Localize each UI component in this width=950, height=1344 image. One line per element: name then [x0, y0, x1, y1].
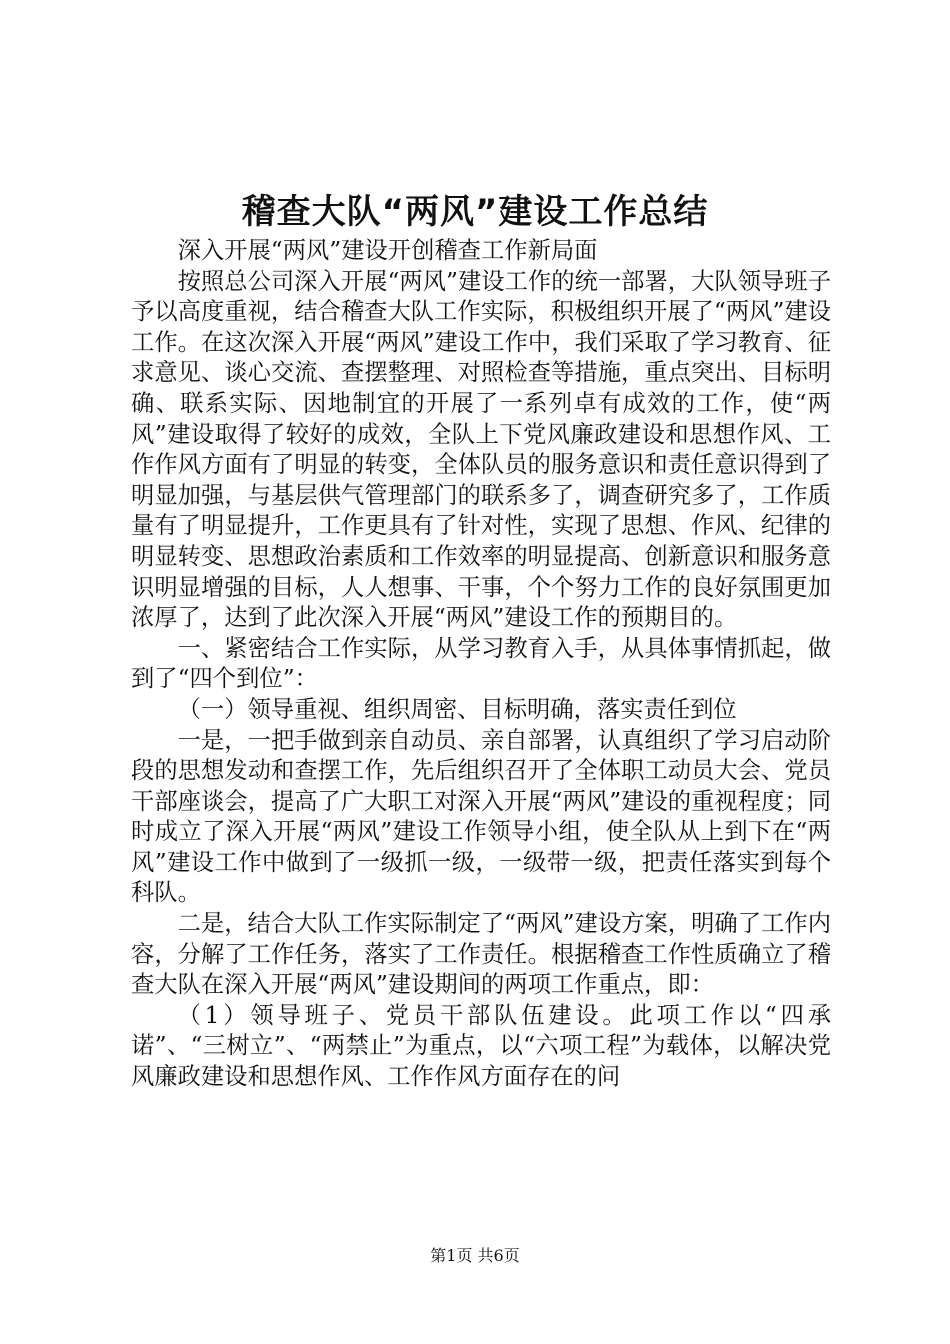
section-heading: 一、紧密结合工作实际，从学习教育入手，从具体事情抓起，做到了“四个到位”： — [131, 634, 831, 693]
body-paragraph: （1）领导班子、党员干部队伍建设。此项工作以“四承诺”、“三树立”、“两禁止”为重点，以“六项工程”为载体，以解决党风廉政建设和思想作风、工作作风方面存在的问 — [131, 1001, 831, 1091]
subtitle-paragraph: 深入开展“两风”建设开创稽查工作新局面 — [177, 237, 598, 264]
document-title: 稽查大队“两风”建设工作总结 — [241, 192, 709, 232]
body-paragraph: 一是，一把手做到亲自动员、亲自部署，认真组织了学习启动阶段的思想发动和查摆工作，先后组织召开了全体职工动员大会、党员干部座谈会，提高了广大职工对深入开展“两风”建设的重视程度；同时成立了深入开展“两风”建设工作领导小组，使全队从上到下在“两风”建设工作中做到了一级抓一级，一级带一级，把责任落实到每个科队。 — [131, 726, 831, 907]
body-paragraph: 二是，结合大队工作实际制定了“两风”建设方案，明确了工作内容，分解了工作任务，落实了工作责任。根据稽查工作性质确立了稽查大队在深入开展“两风”建设期间的两项工作重点，即： — [131, 910, 831, 999]
subsection-heading: （一）领导重视、组织周密、目标明确，落实责任到位 — [177, 695, 737, 723]
document-body — [131, 236, 831, 1093]
body-paragraph: 按照总公司深入开展“两风”建设工作的统一部署，大队领导班子予以高度重视，结合稽查大队工作实际，积极组织开展了“两风”建设工作。在这次深入开展“两风”建设工作中，我们采取了学习教育、征求意见、谈心交流、查摆整理、对照检查等措施，重点突出、目标明确、联系实际、因地制宜的开展了一系列卓有成效的工作，使“两风”建设取得了较好的成效，全队上下党风廉政建设和思想作风、工作作风方面有了明显的转变，全体队员的服务意识和责任意识得到了明显加强，与基层供气管理部门的联系多了，调查研究多了，工作质量有了明显提升，工作更具有了针对性，实现了思想、作风、纪律的明显转变、思想政治素质和工作效率的明显提高、创新意识和服务意识明显增强的目标，人人想事、干事，个个努力工作的良好氛围更加浓厚了，达到了此次深入开展“两风”建设工作的预期目的。 — [131, 267, 831, 632]
page-footer: 第1页 共6页 — [430, 1246, 520, 1265]
